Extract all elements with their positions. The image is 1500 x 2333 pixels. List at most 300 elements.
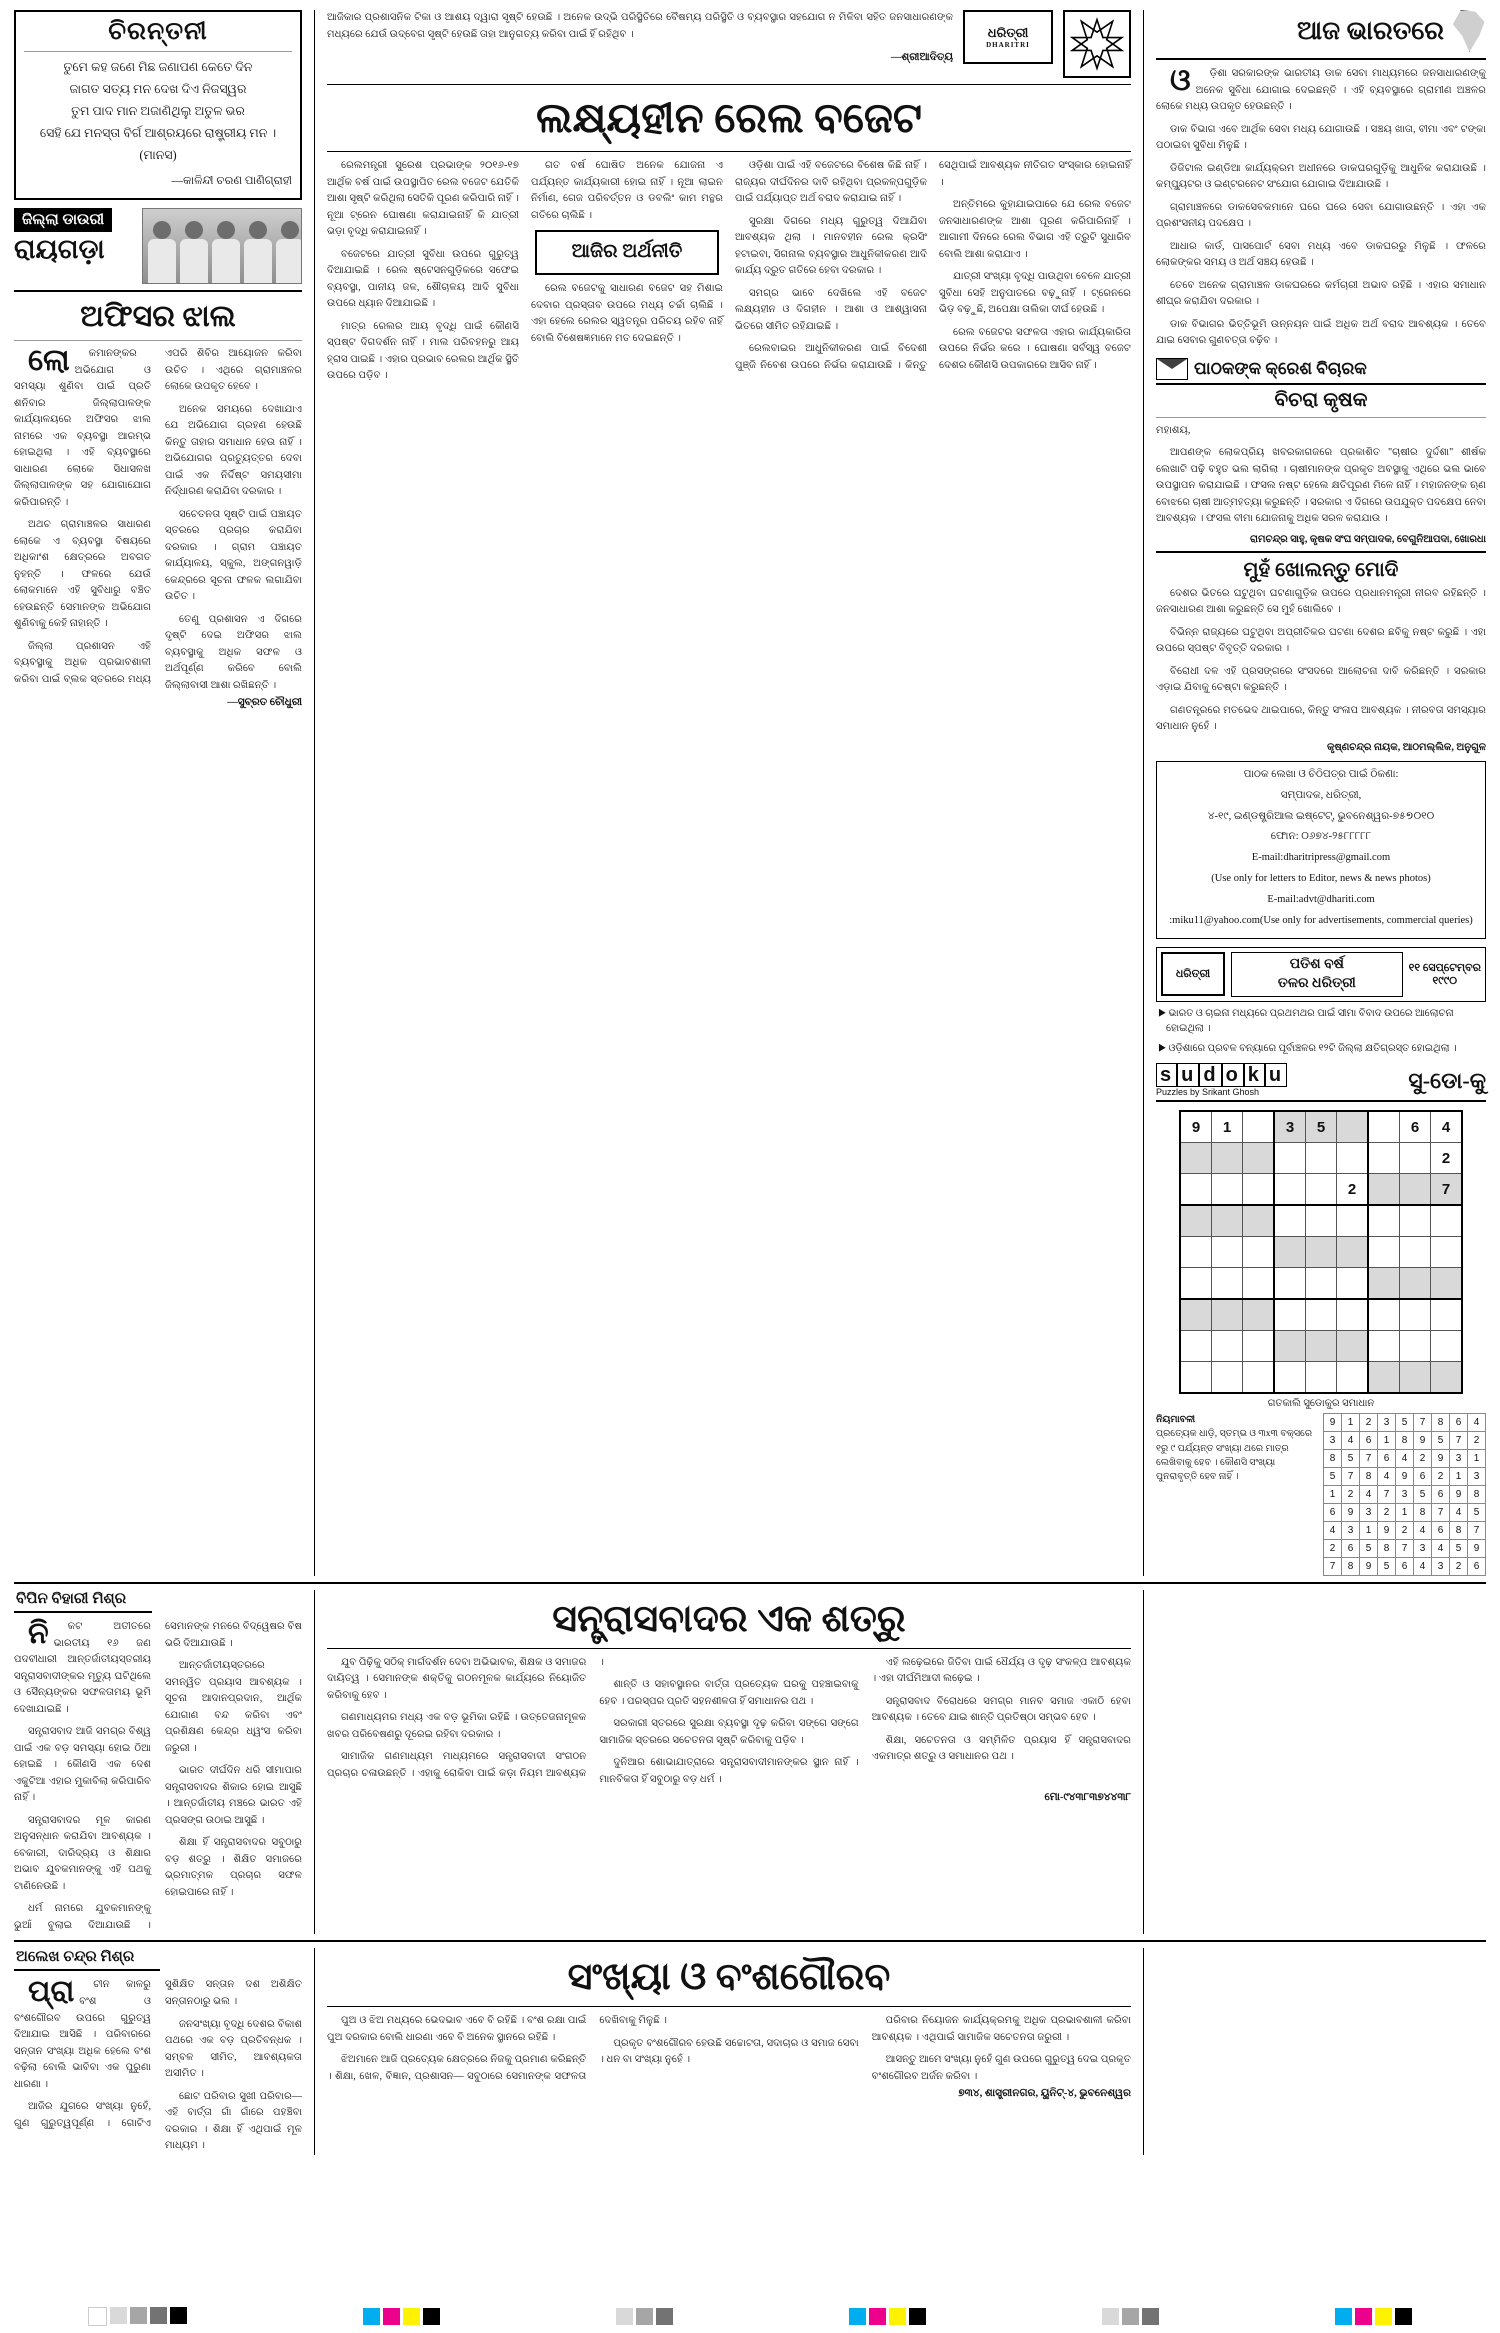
sudoku-solution-cell: 4 [1450,1504,1468,1522]
right-header-title: ଆଜ ଭାରତରେ [1296,15,1444,45]
sudoku-cell[interactable] [1368,1362,1400,1394]
sudoku-cell[interactable] [1337,1268,1369,1300]
sudoku-solution-cell: 8 [1432,1414,1450,1432]
paragraph: ଗତ ବର୍ଷ ଘୋଷିତ ଅନେକ ଯୋଜନା ଏ ପର୍ଯ୍ୟନ୍ତ କାର୍ଯ୍ୟକାରୀ ହୋଇ ନାହିଁ । ନୂଆ ଲାଇନ ନିର୍ମାଣ, ଗେଜ ପରିବର୍ତ୍ତନ ଓ ଡବଲିଂ କାମ ମନ୍ଥର ଗତିରେ ଚାଲିଛି । [531,160,723,221]
sudoku-cell[interactable] [1306,1174,1337,1206]
envelope-icon [1156,358,1188,380]
sudoku-cell[interactable] [1243,1268,1275,1300]
sudoku-cell[interactable] [1431,1331,1463,1362]
sudoku-cell[interactable] [1431,1237,1463,1268]
sudoku-solution-cell: 8 [1468,1486,1486,1504]
sudoku-cell[interactable] [1306,1299,1337,1331]
sudoku-cell[interactable] [1368,1174,1400,1206]
contact-email[interactable]: E-mail:dharitripress@gmail.com [1251,852,1391,864]
top-note [327,10,953,66]
lead-story-body [327,158,1131,385]
sudoku-cell[interactable] [1212,1174,1243,1206]
paragraph: ଏହି ଲଢ଼େଇରେ ଜିତିବା ପାଇଁ ଧୈର୍ଯ୍ୟ ଓ ଦୃଢ଼ ସଂକଳ୍ପ ଆବଶ୍ୟକ । ଏହା ଦୀର୍ଘମିଆଦୀ ଲଢ଼େଇ । [871,1656,1131,1685]
sudoku-cell[interactable] [1400,1299,1431,1331]
sudoku-solution-cell: 5 [1450,1540,1468,1558]
star-emblem [1063,10,1131,78]
paragraph: ପ୍ରକୃତ ବଂଶଗୌରବ ହେଉଛି ସଚ୍ଚୋଟତା, ସଦାଚାର ଓ ସମାଜ ସେବା । ଧନ ବା ସଂଖ୍ୟା ନୁହେଁ । [599,2037,859,2066]
paragraph: ଛୋଟ ପରିବାର ସୁଖୀ ପରିବାର— ଏହି ବାର୍ତ୍ତା ଗାଁ ଗାଁରେ ପହଞ୍ଚିବା ଦରକାର । ଶିକ୍ଷା ହିଁ ଏଥିପାଇଁ ମୂଳ ମାଧ୍ୟମ । [165,2090,302,2152]
sudoku-cell[interactable] [1274,1205,1306,1237]
contact-line: ୪-୧୯, ଇଣ୍ଡଷ୍ଟ୍ରିଆଲ ଇଷ୍ଟେଟ୍, ଭୁବନେଶ୍ୱର-୭୫១୦୧୦ [1207,810,1435,822]
paragraph: ସୁରକ୍ଷା ଦିଗରେ ମଧ୍ୟ ଗୁରୁତ୍ୱ ଦିଆଯିବା ଆବଶ୍ୟକ ଥିଲା । ମାନବହୀନ ରେଲ କ୍ରସିଂ ହଟାଇବା, ସିଗନାଲ ବ୍ୟବସ୍ଥାର ଆଧୁନିକୀକରଣ ଆଦି କାର୍ଯ୍ୟ ଦ୍ରୁତ ଗତିରେ ହେବା ଦରକାର । [735,215,927,277]
promo-day: ୧୧ ସେପ୍ଟେମ୍ବର [1408,961,1481,974]
sudoku-cell[interactable] [1400,1237,1431,1268]
contact-email[interactable]: :miku11@yahoo.com(Use only for advertisements, commercial queries) [1169,914,1473,926]
sudoku-solution-cell: 3 [1396,1486,1414,1504]
sudoku-cell[interactable] [1243,1362,1275,1394]
sudoku-cell[interactable]: 3 [1274,1111,1306,1143]
contact-line: ଫୋନ: ୦୬୭୪-୨୫୮୮୮୮୮ [1270,831,1372,843]
terror-headline: ସନ୍ତ୍ରାସବାଦର ଏକ ଶତ୍ରୁ [552,1598,906,1641]
sudoku-solution-cell: 5 [1468,1504,1486,1522]
sudoku-solution-cell: 2 [1378,1504,1396,1522]
poem-line: ତୁମେ କହ ଜଣେ ମିଛ ଜଣାପଣ କେତେ ଦିନ [63,60,253,74]
color-bar-group [849,2308,926,2325]
paragraph: ସଚେତନତା ସୃଷ୍ଟି ପାଇଁ ପଞ୍ଚାୟତ ସ୍ତରରେ ପ୍ରଚାର କରାଯିବା ଦରକାର । ଗ୍ରାମ ପଞ୍ଚାୟତ କାର୍ଯ୍ୟାଳୟ, ସ୍କୁଲ, ଅଙ୍ଗନୱାଡ଼ି କେନ୍ଦ୍ରରେ ସୂଚନା ଫଳକ ଲଗାଯିବା ଉଚିତ । [165,508,302,603]
paragraph: ସମଗ୍ର ଭାବେ ଦେଖିଲେ ଏହି ବଜେଟ ଲକ୍ଷ୍ୟହୀନ ଓ ଦିଗହୀନ । ଆଶା ଓ ଆଶ୍ୱାସନା ଭିତରେ ସୀମିତ ରହିଯାଇଛି । [735,287,927,332]
sudoku-cell[interactable] [1212,1143,1243,1174]
paragraph: ସନ୍ତ୍ରାସବାଦ ଆଜି ସମଗ୍ର ବିଶ୍ୱ ପାଇଁ ଏକ ବଡ଼ ସମସ୍ୟା ହୋଇ ଠିଆ ହୋଇଛି । କୌଣସି ଏକ ଦେଶ ଏକୁଟିଆ ଏହାର ମୁକାବିଲା କରିପାରିବ ନାହିଁ । [14,1726,151,1804]
modi-article-title: ମୁହଁ ଖୋଲନ୍ତୁ ମୋଦି [1243,558,1399,581]
sudoku-cell[interactable] [1243,1237,1275,1268]
sudoku-solution-cell: 4 [1432,1540,1450,1558]
sudoku-cell[interactable]: 4 [1431,1111,1463,1143]
sudoku-solution-cell: 7 [1432,1504,1450,1522]
paragraph: ତେବେ ଅନେକ ଗ୍ରାମାଞ୍ଚଳ ଡାକଘରରେ କର୍ମଚାରୀ ଅଭାବ ରହିଛି । ଏହାର ସମାଧାନ ଶୀଘ୍ର କରାଯିବା ଦରକାର । [1156,279,1486,308]
color-bar-group [88,2307,187,2326]
sudoku-cell[interactable] [1180,1268,1212,1300]
terror-center-body [327,1655,1131,1789]
color-bar-group [1335,2308,1412,2325]
district-tag: ଜିଲ୍ଲା ଡାଉରୀ [14,208,112,232]
sudoku-cell[interactable] [1400,1331,1431,1362]
sudoku-cell[interactable] [1337,1299,1369,1331]
sudoku-solution-cell: 4 [1324,1522,1342,1540]
sudoku-solution-cell: 8 [1360,1468,1378,1486]
letters-header-text: ପାଠକଙ୍କ କ୍ରେଶ ବିଚାରକ [1194,358,1367,378]
sudoku-solution-cell: 8 [1324,1450,1342,1468]
sudoku-solution-cell: 7 [1468,1522,1486,1540]
poem-box [14,10,302,200]
sudoku-cell[interactable] [1180,1205,1212,1237]
sankhya-center-body [327,2013,1131,2085]
sudoku-solution-cell: 2 [1414,1450,1432,1468]
sudoku-solution-cell: 3 [1324,1432,1342,1450]
sudoku-rules [1156,1413,1315,1484]
sudoku-solution-grid [1323,1413,1486,1576]
sudoku-solution-cell: 7 [1342,1468,1360,1486]
paragraph: ସରକାରୀ ସ୍ତରରେ ସୁରକ୍ଷା ବ୍ୟବସ୍ଥା ଦୃଢ଼ କରିବା ସଙ୍ଗେ ସଙ୍ଗେ ସାମାଜିକ ସ୍ତରରେ ସଚେତନତା ସୃଷ୍ଟି କରିବାକୁ ପଡ଼ିବ । [599,1718,859,1746]
paragraph: ଓଡ଼ିଶା ପାଇଁ ଏହି ବଜେଟରେ ବିଶେଷ କିଛି ନାହିଁ । ରାଜ୍ୟର ଦୀର୍ଘଦିନର ଦାବି ରହିଥିବା ପ୍ରକଳ୍ପଗୁଡ଼ିକ ପାଇଁ ପର୍ଯ୍ୟାପ୍ତ ଅର୍ଥ ବରାଦ କରାଯାଇ ନାହିଁ । [735,160,927,205]
sudoku-cell[interactable] [1337,1237,1369,1268]
right-column [1144,10,1486,1576]
poem-line: ସେହି ଯେ ମନସ୍ତା ବିର୍ଗ ଆଶ୍ରୟରେ ରାଷ୍ଟ୍ରୀୟ ମନ । [39,125,277,140]
sudoku-solution-cell: 4 [1414,1522,1432,1540]
sudoku-cell[interactable] [1180,1299,1212,1331]
paragraph: ଗଣତନ୍ତ୍ରରେ ମତଭେଦ ଥାଇପାରେ, କିନ୍ତୁ ସଂଳାପ ଆବଶ୍ୟକ । ନୀରବତା ସମସ୍ୟାର ସମାଧାନ ନୁହେଁ । [1156,704,1486,733]
sudoku-cell[interactable] [1368,1237,1400,1268]
sudoku-solution-cell: 9 [1342,1504,1360,1522]
paragraph: ଦେଶର ଭିତରେ ଘଟୁଥିବା ଘଟଣାଗୁଡ଼ିକ ଉପରେ ପ୍ରଧାନମନ୍ତ୍ରୀ ନୀରବ ରହିଛନ୍ତି । ଜନସାଧାରଣ ଆଶା କରୁଛନ୍ତି ସେ ମୁହଁ ଖୋଲିବେ । [1156,587,1486,616]
sudoku-cell[interactable]: 1 [1212,1111,1243,1143]
sudoku-cell[interactable] [1368,1268,1400,1300]
color-bar-group [616,2308,673,2325]
letters-section-header [1156,358,1486,385]
sudoku-solution-cell: 1 [1360,1522,1378,1540]
sudoku-letter: s [1156,1063,1177,1087]
promo-logo: ଧରିତ୍ରୀ [1161,952,1225,996]
sudoku-solution-cell: 9 [1396,1468,1414,1486]
sudoku-cell[interactable] [1274,1174,1306,1206]
sudoku-cell[interactable]: 5 [1306,1111,1337,1143]
sudoku-cell[interactable] [1180,1331,1212,1362]
paragraph: ଦୁନିଆର ଶୋଭାଯାତ୍ରାରେ ସନ୍ତ୍ରାସବାଦୀମାନଙ୍କର ସ୍ଥାନ ନାହିଁ । ମାନବିକତା ହିଁ ସବୁଠାରୁ ବଡ଼ ଧର୍ମ । [599,1757,859,1785]
sudoku-solution-cell: 8 [1342,1558,1360,1576]
top-note-signature: —ଶ୍ରୀଆଦିତ୍ୟ [890,52,953,64]
sankhya-byline: ଅଲେଖ ଚନ୍ଦ୍ର ମିଶ୍ର [14,1948,160,1971]
sudoku-cell[interactable] [1368,1331,1400,1362]
sudoku-cell[interactable] [1431,1362,1463,1394]
sudoku-cell[interactable] [1243,1143,1275,1174]
sudoku-cell[interactable] [1368,1143,1400,1174]
letter-body [1156,423,1486,528]
promo-line2: ତଳର ଧରିତ୍ରୀ [1277,975,1356,991]
sudoku-cell[interactable] [1400,1143,1431,1174]
sudoku-solution-cell: 7 [1378,1486,1396,1504]
india-map-icon [1450,10,1486,52]
contact-email[interactable]: E-mail:advt@dhariti.com [1267,893,1375,905]
sudoku-section [1156,1064,1486,1576]
sudoku-solution-cell: 3 [1432,1558,1450,1576]
sudoku-cell[interactable]: 2 [1431,1143,1463,1174]
sudoku-subtitle: Puzzles by Srikant Ghosh [1156,1087,1260,1098]
paragraph: ଅଥଚ ଗ୍ରାମାଞ୍ଚଳର ସାଧାରଣ ଲୋକେ ଏ ବ୍ୟବସ୍ଥା ବିଷୟରେ ଅଧିକାଂଶ କ୍ଷେତ୍ରରେ ଅବଗତ ନୁହନ୍ତି । ଫଳରେ ଯେଉଁ ଲୋକମାନେ ଏହି ସୁବିଧାରୁ ବଞ୍ଚିତ ହେଉଛନ୍ତି ସେମାନଙ୍କ ଅଭିଯୋଗ ଶୁଣିବାକୁ କେହି ନାହାନ୍ତି । [14,519,151,630]
sudoku-cell[interactable]: 6 [1400,1111,1431,1143]
paragraph: ପ୍ରାଚୀନ କାଳରୁ ବଂଶ ଓ ବଂଶଗୌରବ ଉପରେ ଗୁରୁତ୍ୱ ଦିଆଯାଇ ଆସିଛି । ପରିବାରରେ ସନ୍ତାନ ସଂଖ୍ୟା ଅଧିକ ହେଲେ ବଂଶ ବଢ଼ିଲା ବୋଲି ଭାବିବା ଏକ ପୁରୁଣା ଧାରଣା । [14,1975,151,2090]
center-column [314,10,1144,1576]
contact-box [1156,761,1486,939]
sudoku-cell[interactable] [1274,1237,1306,1268]
sudoku-cell[interactable] [1431,1268,1463,1300]
terror-footer-code: ମୋ-୯୪୩୮୩୭୪୪୩୮ [1044,1791,1131,1803]
sudoku-cell[interactable] [1337,1331,1369,1362]
sudoku-cell[interactable] [1306,1362,1337,1394]
sudoku-solution-cell: 4 [1396,1450,1414,1468]
sudoku-cell[interactable] [1337,1111,1369,1143]
district-photo [142,208,302,284]
paragraph: ସନ୍ତ୍ରାସବାଦ ବିରୋଧରେ ସମଗ୍ର ମାନବ ସମାଜ ଏକାଠି ହେବା ଆବଶ୍ୟକ । ତେବେ ଯାଇ ଶାନ୍ତି ପ୍ରତିଷ୍ଠା ସମ୍ଭବ ହେବ । [871,1695,1131,1724]
sudoku-solution-cell: 8 [1450,1522,1468,1540]
poem-signature: —କାଳିନ୍ଦୀ ଚରଣ ପାଣିଗ୍ରାହୀ [171,175,292,188]
paragraph: ଆଜିର ଯୁଗରେ ସଂଖ୍ୟା ନୁହେଁ, ଗୁଣ ଗୁରୁତ୍ୱପୂର୍ଣ୍ଣ । ଗୋଟିଏ ସୁଶିକ୍ଷିତ ସନ୍ତାନ ଦଶ ଅଶିକ୍ଷିତ ସନ୍ତାନଠାରୁ ଭଲ । [14,1979,302,2129]
bullet-text: ଭାରତ ଓ ଚାଇନା ମଧ୍ୟରେ ପ୍ରଥମଥର ପାଇଁ ସୀମା ବିବାଦ ଉପରେ ଆଲୋଚନା ହୋଇଥିଲା । [1166,1007,1454,1035]
sudoku-cell[interactable] [1400,1205,1431,1237]
sudoku-cell[interactable]: 7 [1431,1174,1463,1206]
middle-right-spacer [1144,1590,1486,1934]
paragraph: ବିରୋଧୀ ଦଳ ଏହି ପ୍ରସଙ୍ଗରେ ସଂସଦରେ ଆଲୋଚନା ଦାବି କରିଛନ୍ତି । ସରକାର ଏଡ଼ାଇ ଯିବାକୁ ଚେଷ୍ଟା କରୁଛନ୍ତି । [1156,665,1486,694]
paragraph: ଯୁବ ପିଢ଼ିକୁ ସଠିକ୍ ମାର୍ଗଦର୍ଶନ ଦେବା ଅଭିଭାବକ, ଶିକ୍ଷକ ଓ ସମାଜର ଦାୟିତ୍ୱ । ସେମାନଙ୍କ ଶକ୍ତିକୁ ଗଠନମୂଳକ କାର୍ଯ୍ୟରେ ନିୟୋଜିତ କରିବାକୁ ହେବ । [327,1656,587,1701]
modi-article-body [1156,586,1486,736]
sudoku-cell[interactable] [1306,1331,1337,1362]
paragraph: ଜନସଂଖ୍ୟା ବୃଦ୍ଧି ଦେଶର ବିକାଶ ପଥରେ ଏକ ବଡ଼ ପ୍ରତିବନ୍ଧକ । ସମ୍ବଳ ସୀମିତ, ଆବଶ୍ୟକତା ଅସୀମିତ । [165,2018,302,2080]
sudoku-letter: u [1265,1063,1287,1087]
sudoku-solution-cell: 1 [1468,1450,1486,1468]
paragraph: ଡାକ ବିଭାଗ ଏବେ ଆର୍ଥିକ ସେବା ମଧ୍ୟ ଯୋଗାଉଛି । ସଞ୍ଚୟ ଖାତା, ବୀମା ଏବଂ ଟଙ୍କା ପଠାଇବା ସୁବିଧା ମିଳୁଛି । [1156,123,1486,152]
terror-center-col [314,1590,1144,1934]
sudoku-brand [1156,1064,1287,1087]
bullet-item: ▶ ଭାରତ ଓ ଚାଇନା ମଧ୍ୟରେ ପ୍ରଥମଥର ପାଇଁ ସୀମା ବିବାଦ ଉପରେ ଆଲୋଚନା ହୋଇଥିଲା । [1158,1007,1454,1035]
paragraph: ସନ୍ତ୍ରାସବାଦର ମୂଳ କାରଣ ଅନୁସନ୍ଧାନ କରାଯିବା ଆବଶ୍ୟକ । ବେକାରୀ, ଦାରିଦ୍ର୍ୟ ଓ ଶିକ୍ଷାର ଅଭାବ ଯୁବକମାନଙ୍କୁ ଏହି ପଥକୁ ଟାଣିନେଉଛି । [14,1814,151,1892]
color-bar-group [363,2308,440,2325]
contact-intro: ପାଠକ ଲେଖା ଓ ଚିଠିପତ୍ର ପାଇଁ ଠିକଣା: [1243,768,1399,780]
poem-line: ତୁମ ପାଦ ମାନ ଅଜାଣିଥିଲୁ ଅତୁଳ ଭର [71,103,245,118]
poem-source: (ମାନସ) [139,147,177,162]
bottom-right-spacer [1144,1948,1486,2154]
sudoku-cell[interactable] [1274,1268,1306,1300]
letter-text: ଆପଣଙ୍କ ଲୋକପ୍ରିୟ ଖବରକାଗଜରେ ପ୍ରକାଶିତ "ଚାଷୀର ଦୁର୍ଦ୍ଦଶା" ଶୀର୍ଷକ ଲେଖାଟି ପଢ଼ି ବହୁତ ଭଲ ଲାଗିଲା । ଚାଷୀମାନଙ୍କ ପ୍ରକୃତ ଅବସ୍ଥାକୁ ଏଥିରେ ଭଲ ଭାବେ ଉପସ୍ଥାପନ କରାଯାଇଛି । ଫସଲ ନଷ୍ଟ ହେଲେ କ୍ଷତିପୂରଣ ମିଳେ ନାହିଁ । ମହାଜନଙ୍କ ଋଣ ବୋଝରେ ଚାଷୀ ଆତ୍ମହତ୍ୟା କରୁଛନ୍ତି । ସରକାର ଏ ଦିଗରେ ଉପଯୁକ୍ତ ପଦକ୍ଷେପ ନେବା ଆବଶ୍ୟକ । ଫସଲ ବୀମା ଯୋଜନାକୁ ଅଧିକ ସରଳ କରାଯାଉ । [1156,447,1486,525]
sudoku-cell[interactable] [1306,1268,1337,1300]
sudoku-solution-cell: 7 [1414,1414,1432,1432]
sudoku-cell[interactable] [1274,1299,1306,1331]
sudoku-cell[interactable]: 2 [1337,1174,1369,1206]
paragraph: ଜିଲ୍ଲା ପ୍ରଶାସନ ଏହି ବ୍ୟବସ୍ଥାକୁ ଅଧିକ ପ୍ରଭାବଶାଳୀ କରିବା ପାଇଁ ବ୍ଲକ ସ୍ତରରେ ମଧ୍ୟ ଏପରି ଶିବିର ଆୟୋଜନ କରିବା ଉଚିତ । ଏଥିରେ ଗ୍ରାମାଞ୍ଚଳର ଲୋକେ ଉପକୃତ ହେବେ । [14,348,302,685]
sudoku-grid[interactable] [1179,1110,1463,1394]
sudoku-cell[interactable] [1306,1237,1337,1268]
terror-byline: ବିପିନ ବିହାରୀ ମିଶ୍ର [14,1590,152,1613]
officer-article-title: ଅଫିସର ଝାଲ [80,299,236,333]
sudoku-cell[interactable] [1243,1331,1275,1362]
sudoku-solution-cell: 6 [1432,1486,1450,1504]
sudoku-header [1156,1064,1486,1102]
sudoku-rules-text: ପ୍ରତ୍ୟେକ ଧାଡ଼ି, ସ୍ତମ୍ଭ ଓ ୩x୩ ବକ୍ସରେ ୧ରୁ ୯ ପର୍ଯ୍ୟନ୍ତ ସଂଖ୍ୟା ଥରେ ମାତ୍ର ଲେଖିବାକୁ ହେବ । କୌଣସି ସଂଖ୍ୟା ପୁନରାବୃତ୍ତି ହେବ ନାହିଁ । [1156,1429,1313,1483]
sudoku-cell[interactable]: 9 [1180,1111,1212,1143]
sudoku-solution-cell: 6 [1360,1432,1378,1450]
sudoku-solution-cell: 6 [1414,1468,1432,1486]
sudoku-cell[interactable] [1368,1205,1400,1237]
paragraph: ଧର୍ମ ନାମରେ ଯୁବକମାନଙ୍କୁ ଭୁଆଁ ବୁଲାଇ ଦିଆଯାଉଛି । ସେମାନଙ୍କ ମନରେ ବିଦ୍ୱେଷର ବିଷ ଭରି ଦିଆଯାଉଛି । [14,1621,302,1931]
sudoku-cell[interactable] [1306,1143,1337,1174]
promo-date [1409,962,1481,988]
sudoku-cell[interactable] [1431,1299,1463,1331]
sudoku-cell[interactable] [1400,1268,1431,1300]
sudoku-solution-cell: 3 [1468,1468,1486,1486]
sudoku-solution-cell: 5 [1360,1540,1378,1558]
sudoku-cell[interactable] [1337,1143,1369,1174]
lead-story-kicker: ଆଜିର ଅର୍ଥନୀତି [535,230,719,275]
sudoku-solution-cell: 2 [1360,1414,1378,1432]
contact-email-note: (Use only for letters to Editor, news & news photos) [1211,872,1431,884]
sankhya-address: ୭୩୪, ଶାସ୍ତ୍ରୀନଗର, ୟୁନିଟ୍-୪, ଭୁବନେଶ୍ୱର [958,2088,1131,2100]
left-column [14,10,314,1576]
sudoku-solution-cell: 7 [1324,1558,1342,1576]
paragraph: ରେଲମନ୍ତ୍ରୀ ସୁରେଶ ପ୍ରଭାଙ୍କ ୨୦୧୬-୧୭ ଆର୍ଥିକ ବର୍ଷ ପାଇଁ ଉପସ୍ଥାପିତ ରେଲ ବଜେଟ ଯେତିକି ଆଶା ସୃଷ୍ଟି କରିଥିଲା ସେତିକି ପୂରଣ କରିପାରି ନାହିଁ । ନୂଆ ଟ୍ରେନ ଘୋଷଣା କରାଯାଇନାହିଁ କି ଯାତ୍ରୀ ଭଡ଼ା ବୃଦ୍ଧି କରାଯାଇନାହିଁ । [327,160,519,238]
press-color-bars [0,2299,1500,2333]
sudoku-solution-cell: 4 [1468,1414,1486,1432]
sudoku-solution-cell: 2 [1324,1540,1342,1558]
paragraph: ଭାରତ ଦୀର୍ଘଦିନ ଧରି ସୀମାପାର ସନ୍ତ୍ରାସବାଦର ଶିକାର ହୋଇ ଆସୁଛି । ଆନ୍ତର୍ଜାତୀୟ ମଞ୍ଚରେ ଭାରତ ଏହି ପ୍ରସଙ୍ଗ ଉଠାଇ ଆସୁଛି । [165,1765,302,1826]
sudoku-solution-cell: 1 [1450,1468,1468,1486]
sudoku-cell[interactable] [1180,1174,1212,1206]
sudoku-cell[interactable] [1274,1331,1306,1362]
sudoku-solution-cell: 8 [1396,1432,1414,1450]
sudoku-solution-cell: 2 [1468,1432,1486,1450]
bullet-text: ଓଡ଼ିଶାରେ ପ୍ରବଳ ବନ୍ୟାରେ ପୂର୍ବାଞ୍ଚଳର ୧୨ଟି ଜିଲ୍ଲା କ୍ଷତିଗ୍ରସ୍ତ ହୋଇଥିଲା । [1168,1042,1457,1054]
sudoku-solution-cell: 2 [1396,1522,1414,1540]
sudoku-cell[interactable] [1274,1143,1306,1174]
officer-article-body [14,346,302,694]
letter-greeting: ମହାଶୟ, [1156,424,1191,436]
sudoku-solution-cell: 5 [1414,1486,1432,1504]
sudoku-solution-cell: 9 [1360,1558,1378,1576]
sudoku-cell[interactable] [1212,1362,1243,1394]
sudoku-solution-caption: ଗତକାଲି ସୁଡୋକୁର ସମାଧାନ [1267,1398,1375,1410]
star-icon [1070,17,1124,71]
paragraph: ଅନ୍ତିମରେ କୁହାଯାଇପାରେ ଯେ ରେଲ ବଜେଟ ଜନସାଧାରଣଙ୍କ ଆଶା ପୂରଣ କରିପାରିନାହିଁ । ଆଗାମୀ ଦିନରେ ରେଲ ବିଭାଗ ଏହି ତ୍ରୁଟି ସୁଧାରିବ ବୋଲି ଆଶା କରାଯାଏ । [939,199,1131,260]
paragraph: ଡିଜିଟାଲ ଇଣ୍ଡିଆ କାର୍ଯ୍ୟକ୍ରମ ଅଧୀନରେ ଡାକଘରଗୁଡ଼ିକୁ ଆଧୁନିକ କରାଯାଉଛି । କମ୍ପ୍ୟୁଟର ଓ ଇଣ୍ଟରନେଟ ସଂଯୋଗ ଯୋଗାଇ ଦିଆଯାଉଛି । [1156,162,1486,191]
paragraph: ପରିବାର ନିୟୋଜନ କାର୍ଯ୍ୟକ୍ରମକୁ ଅଧିକ ପ୍ରଭାବଶାଳୀ କରିବା ଆବଶ୍ୟକ । ଏଥିପାଇଁ ସାମାଜିକ ସଚେତନତା ଜରୁରୀ । [871,2015,1131,2043]
sudoku-cell[interactable] [1368,1299,1400,1331]
letter-signature: ରାମଚନ୍ଦ୍ର ସାହୁ, କୃଷକ ସଂଘ ସମ୍ପାଦକ, ବେଗୁନିଆପଦା, ଖୋରଧା [1250,533,1486,545]
archive-promo [1156,947,1486,1001]
sudoku-solution-cell: 3 [1342,1522,1360,1540]
sudoku-solution-cell: 1 [1378,1432,1396,1450]
sudoku-solution-cell: 6 [1468,1558,1486,1576]
sudoku-solution-cell: 9 [1414,1432,1432,1450]
brand-name: ଧରିତ୍ରୀ [987,25,1029,40]
sudoku-cell[interactable] [1180,1237,1212,1268]
paragraph: ମାତ୍ର ରେଲର ଆୟ ବୃଦ୍ଧି ପାଇଁ କୌଣସି ସ୍ପଷ୍ଟ ଦିଗଦର୍ଶନ ନାହିଁ । ମାଲ ପରିବହନରୁ ଆୟ ହ୍ରାସ ପାଇଛି । ଏହାର ପ୍ରଭାବ ରେଲର ଆର୍ଥିକ ସ୍ଥିତି ଉପରେ ପଡ଼ିବ । [327,320,519,382]
sudoku-cell[interactable] [1274,1362,1306,1394]
paragraph: ଝିଅମାନେ ଆଜି ପ୍ରତ୍ୟେକ କ୍ଷେତ୍ରରେ ନିଜକୁ ପ୍ରମାଣ କରିଛନ୍ତି । ଶିକ୍ଷା, ଖେଳ, ବିଜ୍ଞାନ, ପ୍ରଶାସନ— ସବୁଠାରେ ସେମାନଙ୍କ ସଫଳତା ଦେଖିବାକୁ ମିଳୁଛି । [327,2015,667,2082]
paragraph: ଶିକ୍ଷା, ସଚେତନତା ଓ ସମ୍ମିଳିତ ପ୍ରୟାସ ହିଁ ସନ୍ତ୍ରାସବାଦର ଏକମାତ୍ର ଶତ୍ରୁ ଓ ସମାଧାନର ପଥ । [871,1734,1131,1763]
sudoku-solution-cell: 1 [1324,1486,1342,1504]
paragraph: ନିକଟ ଅତୀତରେ ଭାରତୀୟ ୧୬ ଜଣ ପଦବୀଧାରୀ ଆନ୍ତର୍ଜାତୀୟସ୍ତରୀୟ ସନ୍ତ୍ରାସବାଦୀଙ୍କର ମୃତ୍ୟୁ ଘଟିଥିଲେ ଓ ସୈନ୍ୟଙ୍କର ସଫଳତାମୟ ଭୂମି ଦେଖାଯାଇଛି । [14,1617,151,1715]
sudoku-cell[interactable] [1243,1174,1275,1206]
sankhya-center-col [314,1948,1144,2154]
promo-line1: ପତିଶ ବର୍ଷ [1289,957,1344,973]
sudoku-solution-cell: 6 [1450,1414,1468,1432]
sudoku-letter: u [1177,1063,1199,1087]
sudoku-cell[interactable] [1212,1205,1243,1237]
modi-article-signature: କୃଷ୍ଣଚନ୍ଦ୍ର ନାୟକ, ଆଠମଲ୍ଲିକ, ଅନୁଗୁଳ [1326,741,1486,753]
paragraph: ଶିକ୍ଷା ହିଁ ସନ୍ତ୍ରାସବାଦର ସବୁଠାରୁ ବଡ଼ ଶତ୍ରୁ । ଶିକ୍ଷିତ ସମାଜରେ ଭ୍ରମାତ୍ମକ ପ୍ରଚାର ସଫଳ ହୋଇପାରେ ନାହିଁ । [165,1837,302,1898]
sudoku-solution-cell: 6 [1324,1504,1342,1522]
sudoku-cell[interactable] [1431,1205,1463,1237]
paragraph: ଲୋକମାନଙ୍କର ଅଭିଯୋଗ ଓ ସମସ୍ୟା ଶୁଣିବା ପାଇଁ ପ୍ରତି ଶନିବାର ଜିଲ୍ଲାପାଳଙ୍କ କାର୍ଯ୍ୟାଳୟରେ ଅଫିସର ଝାଲ ନାମରେ ଏକ ବ୍ୟବସ୍ଥା ଆରମ୍ଭ ହୋଇଥିଲା । ଏହି ବ୍ୟବସ୍ଥାରେ ସାଧାରଣ ଲୋକେ ସିଧାସଳଖ ଜିଲ୍ଲାପାଳଙ୍କ ସହ ଯୋଗାଯୋଗ କରିପାରନ୍ତି । [14,344,151,508]
right-lead-article [1156,66,1486,350]
color-bar-group [1102,2308,1159,2325]
promo-year: ୧୯୯୦ [1432,974,1458,987]
sudoku-cell[interactable] [1212,1299,1243,1331]
sudoku-solution-cell: 6 [1378,1450,1396,1468]
sudoku-solution-cell: 9 [1324,1414,1342,1432]
paragraph: ରେଲ ବଜେଟର ସଫଳତା ଏହାର କାର୍ଯ୍ୟକାରିତା ଉପରେ ନିର୍ଭର କରେ । ଘୋଷଣା ସର୍ବସ୍ୱ ବଜେଟ ଦେଶର କୌଣସି ଉପକାରରେ ଆସିବ ନାହିଁ । [939,326,1131,371]
sudoku-solution-cell: 7 [1396,1540,1414,1558]
sudoku-solution-cell: 2 [1432,1468,1450,1486]
promo-bullets [1156,1006,1486,1057]
paragraph: ବଜେଟରେ ଯାତ୍ରୀ ସୁବିଧା ଉପରେ ଗୁରୁତ୍ୱ ଦିଆଯାଇଛି । ରେଲ ଷ୍ଟେସନଗୁଡ଼ିକରେ ସଫେଇ ବ୍ୟବସ୍ଥା, ପାନୀୟ ଜଳ, ଶୌଚାଳୟ ଆଦି ସୁବିଧା ଉପରେ ଧ୍ୟାନ ଦିଆଯାଇଛି । [327,248,519,310]
top-section [14,10,1486,1576]
sudoku-solution-cell: 5 [1342,1450,1360,1468]
sudoku-solution-cell: 5 [1432,1432,1450,1450]
sudoku-cell[interactable] [1212,1237,1243,1268]
sudoku-letter: d [1199,1063,1221,1087]
paragraph: ତେଣୁ ପ୍ରଶାସନ ଏ ଦିଗରେ ଦୃଷ୍ଟି ଦେଇ ଅଫିସର ଝାଲ ବ୍ୟବସ୍ଥାକୁ ଅଧିକ ସଫଳ ଓ ଅର୍ଥପୂର୍ଣ୍ଣ କରିବେ ବୋଲି ଜିଲ୍ଲାବାସୀ ଆଶା ରଖିଛନ୍ତି । [165,613,302,691]
sudoku-cell[interactable] [1243,1111,1275,1143]
sudoku-cell[interactable] [1306,1205,1337,1237]
bullet-item: ▶ ଓଡ଼ିଶାରେ ପ୍ରବଳ ବନ୍ୟାରେ ପୂର୍ବାଞ୍ଚଳର ୧୨ଟି ଜିଲ୍ଲା କ୍ଷତିଗ୍ରସ୍ତ ହୋଇଥିଲା । [1158,1042,1457,1054]
sankhya-left-col [14,1948,314,2154]
sudoku-solution-cell: 4 [1378,1468,1396,1486]
paragraph: ଯାତ୍ରୀ ସଂଖ୍ୟା ବୃଦ୍ଧି ପାଉଥିବା ବେଳେ ଯାତ୍ରୀ ସୁବିଧା ସେହି ଅନୁପାତରେ ବଢ଼ୁନାହିଁ । ଟ୍ରେନରେ ଭିଡ଼ ବଢ଼ୁଛି, ଅପେକ୍ଷା ତାଲିକା ଦୀର୍ଘ ହେଉଛି । [939,271,1131,316]
paragraph: ଓଡ଼ିଶା ସରକାରଙ୍କ ଭାରତୀୟ ଡାକ ସେବା ମାଧ୍ୟମରେ ଜନସାଧାରଣଙ୍କୁ ଅନେକ ସୁବିଧା ଯୋଗାଇ ଦେଇଛନ୍ତି । ଏହି ବ୍ୟବସ୍ଥାରେ ଗ୍ରାମୀଣ ଅଞ୍ଚଳର ଲୋକେ ମଧ୍ୟ ଉପକୃତ ହେଉଛନ୍ତି । [1156,64,1486,113]
sudoku-cell[interactable] [1212,1331,1243,1362]
sudoku-cell[interactable] [1243,1205,1275,1237]
paragraph: ଆସନ୍ତୁ ଆମେ ସଂଖ୍ୟା ନୁହେଁ ଗୁଣ ଉପରେ ଗୁରୁତ୍ୱ ଦେଇ ପ୍ରକୃତ ବଂଶଗୌରବ ଅର୍ଜନ କରିବା । [871,2054,1131,2082]
paragraph: ଗ୍ରାମାଞ୍ଚଳରେ ଡାକସେବକମାନେ ଘରେ ଘରେ ସେବା ଯୋଗାଉଛନ୍ତି । ଏହା ଏକ ପ୍ରଶଂସନୀୟ ପଦକ୍ଷେପ । [1156,201,1486,230]
letter-title: ବିଚରା କୃଷକ [1274,388,1368,411]
sudoku-cell[interactable] [1180,1362,1212,1394]
sudoku-solution-cell: 9 [1468,1540,1486,1558]
paragraph: ଆନ୍ତର୍ଜାତୀୟସ୍ତରରେ ସମନ୍ୱିତ ପ୍ରୟାସ ଆବଶ୍ୟକ । ସୂଚନା ଆଦାନପ୍ରଦାନ, ଆର୍ଥିକ ଯୋଗାଣ ବନ୍ଦ କରିବା ଏବଂ ପ୍ରଶିକ୍ଷଣ କେନ୍ଦ୍ର ଧ୍ୱଂସ କରିବା ଜରୁରୀ । [165,1660,302,1754]
paragraph: ଶାନ୍ତି ଓ ସହାବସ୍ଥାନର ବାର୍ତ୍ତା ପ୍ରତ୍ୟେକ ଘରକୁ ପହଞ୍ଚାଇବାକୁ ହେବ । ପରସ୍ପର ପ୍ରତି ସହନଶୀଳତା ହିଁ ସମାଧାନର ପଥ । [599,1679,859,1707]
sudoku-solution-cell: 7 [1360,1450,1378,1468]
sudoku-solution-cell: 4 [1342,1432,1360,1450]
promo-heading [1231,952,1403,996]
officer-article-signature: —ସୁବ୍ରତ ଚୌଧୁରୀ [227,697,302,709]
sudoku-cell[interactable] [1243,1299,1275,1331]
sudoku-solution-cell: 8 [1378,1540,1396,1558]
paragraph: ରେଲବାଇର ଆଧୁନିକୀକରଣ ପାଇଁ ବିଦେଶୀ ପୁଞ୍ଜି ନିବେଶ ଉପରେ ନିର୍ଭର କରାଯାଉଛି । କିନ୍ତୁ ସେଥିପାଇଁ ଆବଶ୍ୟକ ନୀତିଗତ ସଂସ୍କାର ହୋଇନାହିଁ । [735,160,1131,371]
bottom-section [14,1948,1486,2154]
poem-line: ଜାଗତ ସତ୍ୟ ମନ ଦେଖ ଦିଏ ନିଜସ୍ୱର [69,81,247,96]
sudoku-cell[interactable] [1337,1205,1369,1237]
district-header [14,208,302,284]
sudoku-solution-cell: 1 [1342,1414,1360,1432]
sudoku-solution-cell: 3 [1360,1504,1378,1522]
sudoku-cell[interactable] [1368,1111,1400,1143]
district-name: ରାୟଗଡ଼ା [14,233,105,264]
sudoku-letter: k [1244,1063,1265,1087]
sudoku-cell[interactable] [1400,1174,1431,1206]
sudoku-rules-title: ନିୟମାବଳୀ [1156,1415,1196,1426]
sudoku-solution-cell: 7 [1450,1432,1468,1450]
contact-line: ସମ୍ପାଦକ, ଧରିତ୍ରୀ, [1280,789,1362,801]
paragraph: ଗଣମାଧ୍ୟମର ମଧ୍ୟ ଏକ ବଡ଼ ଭୂମିକା ରହିଛି । ଉତ୍ତେଜନାମୂଳକ ଖବର ପରିବେଷଣରୁ ଦୂରେଇ ରହିବା ଦରକାର । [327,1712,587,1740]
paragraph: ଅନେକ ସମୟରେ ଦେଖାଯାଏ ଯେ ଅଭିଯୋଗ ଗ୍ରହଣ ହେଉଛି କିନ୍ତୁ ତାହାର ସମାଧାନ ହେଉ ନାହିଁ । ଅଭିଯୋଗର ପ୍ରତ୍ୟୁତ୍ତର ଦେବା ପାଇଁ ଏକ ନିର୍ଦ୍ଦିଷ୍ଟ ସମୟସୀମା ନିର୍ଦ୍ଧାରଣ କରାଯିବା ଦରକାର । [165,403,302,498]
paragraph: ରେଲ ବଜେଟକୁ ସାଧାରଣ ବଜେଟ ସହ ମିଶାଇ ଦେବାର ପ୍ରସ୍ତାବ ଉପରେ ମଧ୍ୟ ଚର୍ଚ୍ଚା ଚାଲିଛି । ଏହା ହେଲେ ରେଲର ସ୍ୱତନ୍ତ୍ର ପରିଚୟ ରହିବ ନାହିଁ ବୋଲି ବିଶେଷଜ୍ଞମାନେ ମତ ଦେଇଛନ୍ତି । [531,283,723,344]
sudoku-odia-title: ସୁ-ଡୋ-କୁ [1408,1067,1486,1093]
sudoku-solution-cell: 4 [1414,1558,1432,1576]
sudoku-solution-cell: 6 [1396,1558,1414,1576]
sankhya-left-body [14,1977,302,2154]
terror-left-col [14,1590,314,1934]
sudoku-solution-cell: 2 [1342,1486,1360,1504]
sudoku-cell[interactable] [1400,1362,1431,1394]
sudoku-solution-cell: 8 [1414,1504,1432,1522]
sudoku-cell[interactable] [1180,1143,1212,1174]
sudoku-cell[interactable] [1337,1362,1369,1394]
sudoku-solution-cell: 3 [1450,1450,1468,1468]
paragraph: ସାମାଜିକ ଗଣମାଧ୍ୟମ ମାଧ୍ୟମରେ ସନ୍ତ୍ରାସବାଦୀ ସଂଗଠନ ପ୍ରଚାର ଚଳାଉଛନ୍ତି । ଏହାକୁ ରୋକିବା ପାଇଁ କଡ଼ା ନିୟମ ଆବଶ୍ୟକ । [327,1656,604,1779]
sudoku-solution-cell: 5 [1396,1414,1414,1432]
sudoku-cell[interactable] [1212,1268,1243,1300]
paragraph: ଆଧାର କାର୍ଡ, ପାସପୋର୍ଟ ସେବା ମଧ୍ୟ ଏବେ ଡାକଘରରୁ ମିଳୁଛି । ଫଳରେ ଲୋକଙ୍କର ସମୟ ଓ ଅର୍ଥ ସଞ୍ଚୟ ହେଉଛି । [1156,240,1486,269]
